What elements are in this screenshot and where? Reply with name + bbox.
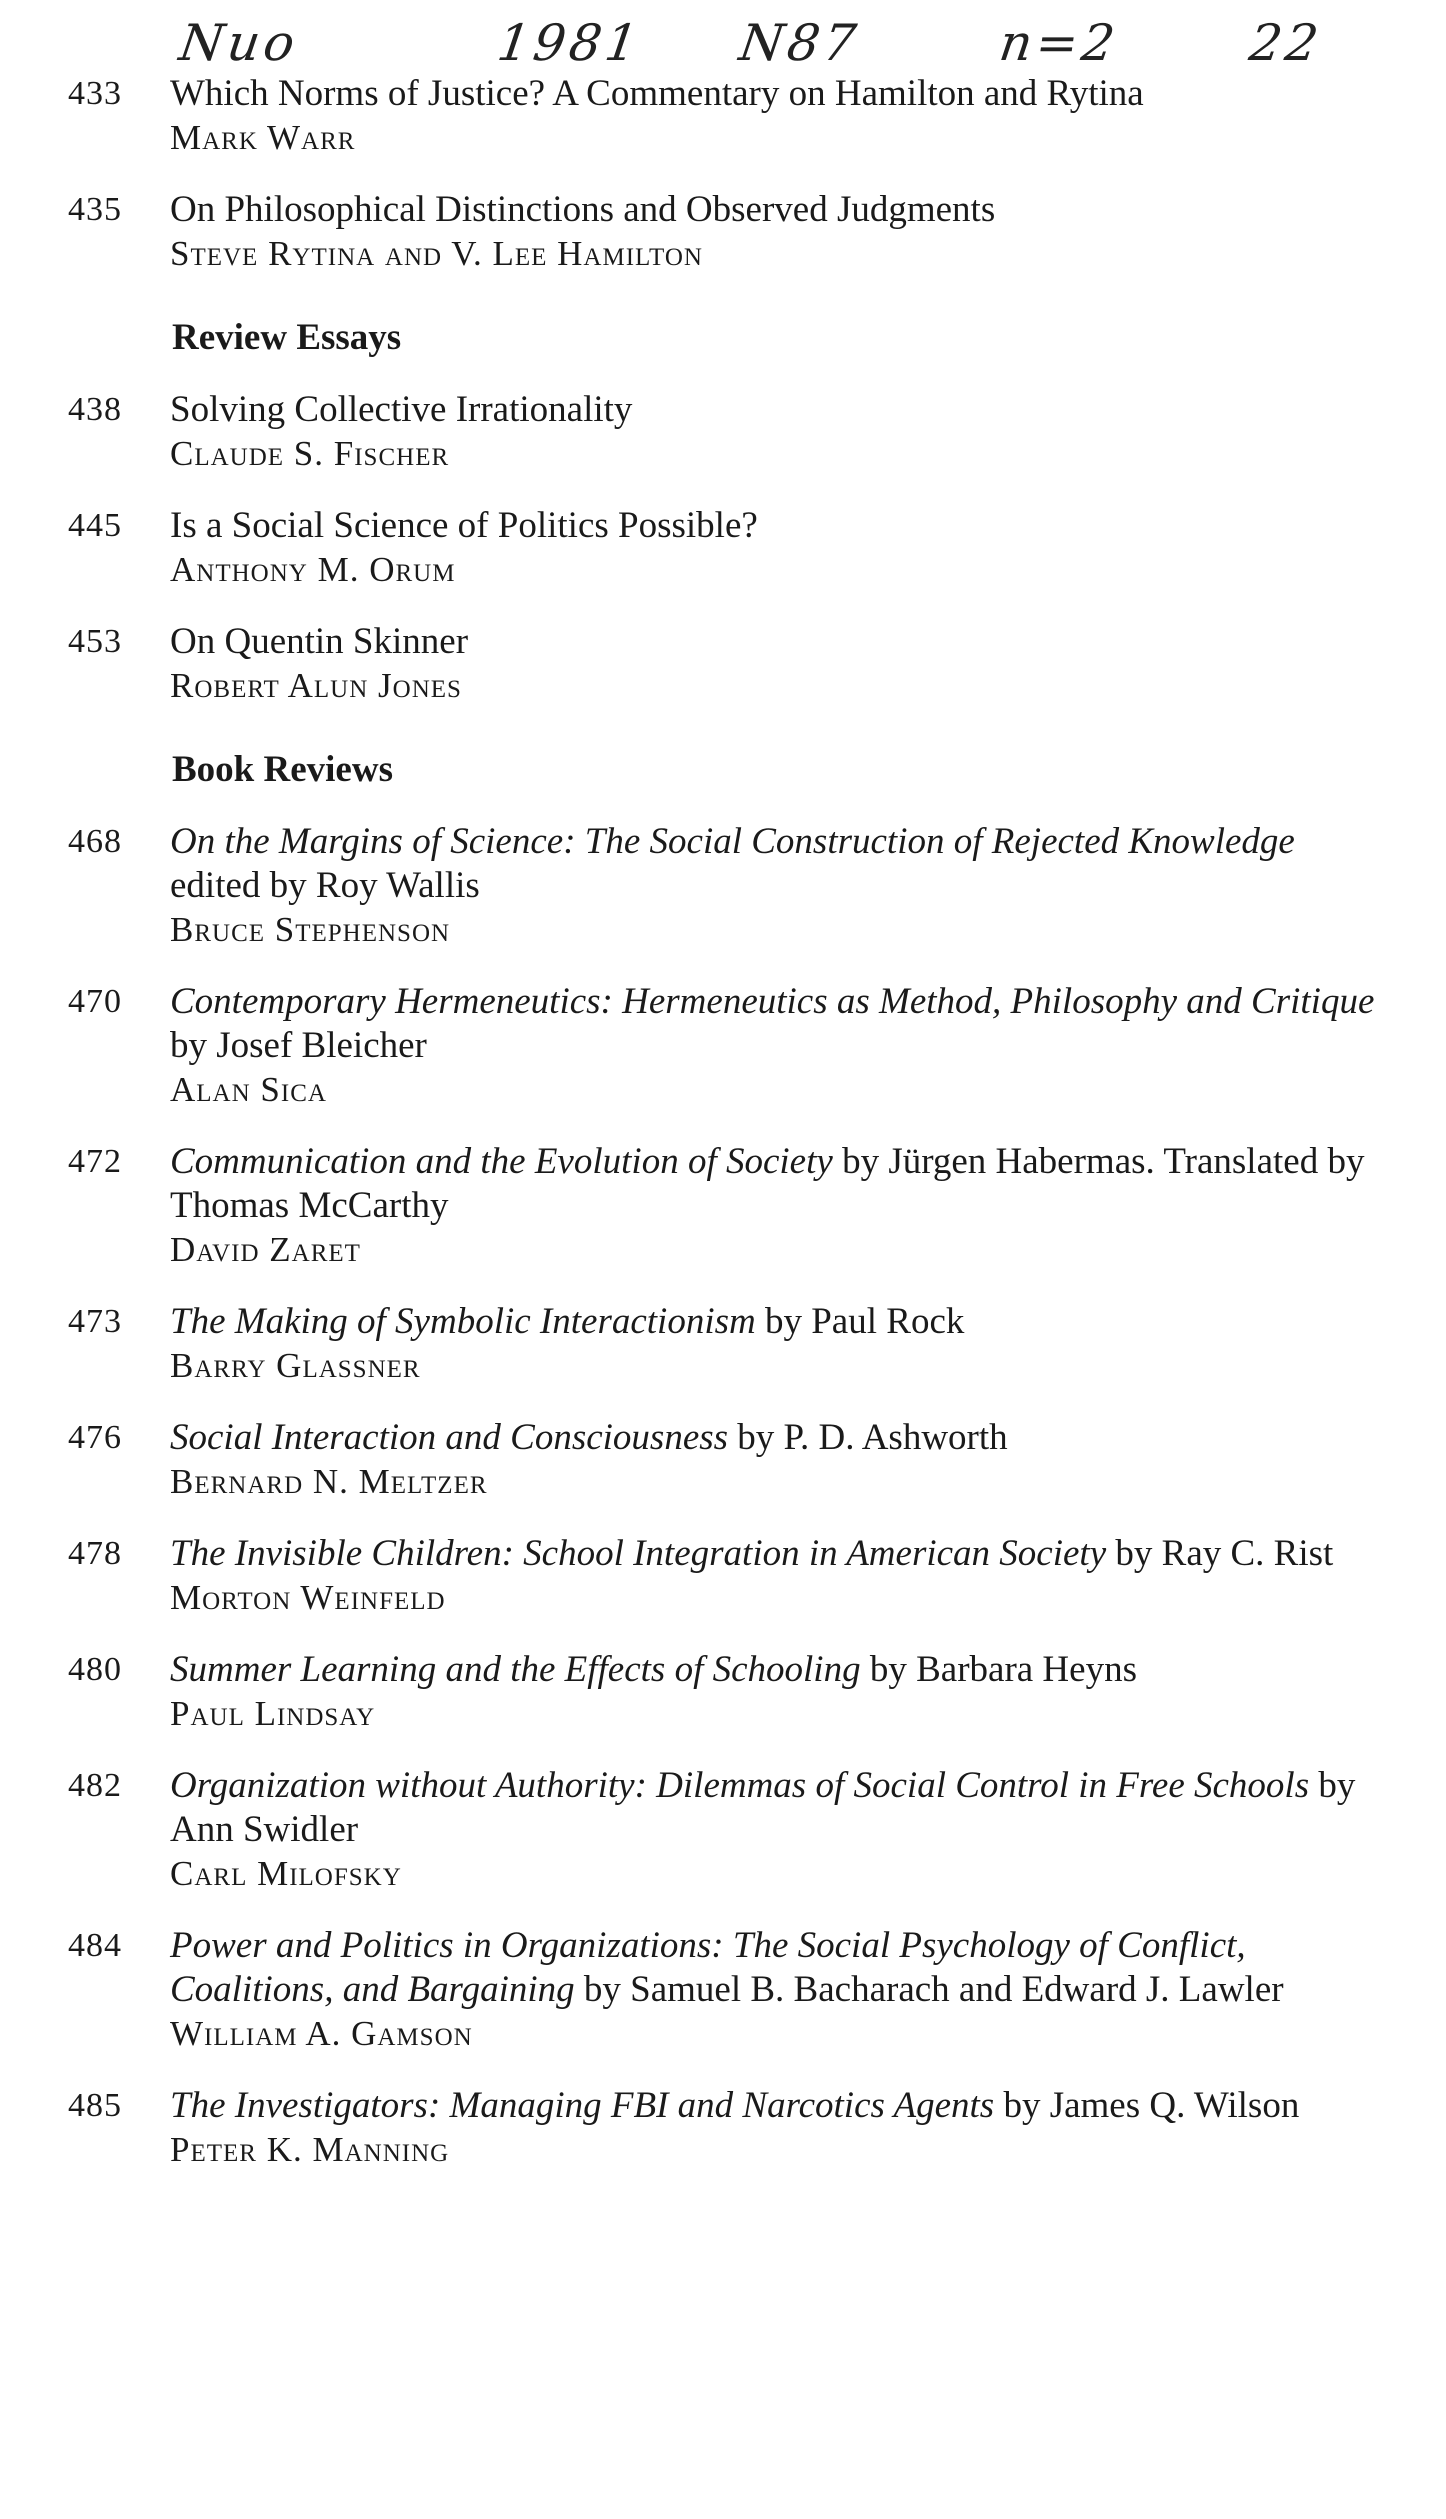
book-title: Power and Politics in Organizations: The Social Psychology of Conflict, Coalitions, and Bargaining — [170, 1925, 1246, 2010]
toc-entry — [0, 388, 1446, 476]
book-credits: edited by Roy Wallis — [170, 865, 480, 906]
entry-author: Paul Lindsay — [170, 1694, 376, 1733]
page-number: 435 — [68, 191, 122, 228]
entry-title: Solving Collective Irrationality — [170, 389, 633, 430]
entry-title — [170, 820, 1376, 908]
book-credits: by Ann Swidler — [170, 1765, 1356, 1850]
page-number: 438 — [68, 391, 122, 428]
book-title: Social Interaction and Consciousness — [170, 1417, 729, 1458]
toc-entry — [0, 1416, 1446, 1504]
entry-author: Steve Rytina and V. Lee Hamilton — [170, 234, 703, 273]
book-credits: by Josef Bleicher — [170, 1025, 427, 1066]
page-number: 470 — [68, 983, 122, 1020]
entry-author: Alan Sica — [170, 1070, 327, 1109]
entry-author: Bruce Stephenson — [170, 910, 451, 949]
book-credits: by P. D. Ashworth — [728, 1417, 1008, 1458]
book-credits: by James Q. Wilson — [994, 2085, 1300, 2126]
entry-author: Morton Weinfeld — [170, 1578, 446, 1617]
book-credits: by Ray C. Rist — [1106, 1533, 1334, 1574]
toc-entry — [0, 1648, 1446, 1736]
toc-entry — [0, 2084, 1446, 2172]
toc-entry — [0, 1532, 1446, 1620]
page-number: 476 — [68, 1419, 122, 1456]
entry-title: On Philosophical Distinctions and Observed Judgments — [170, 189, 996, 230]
entry-title: On Quentin Skinner — [170, 621, 469, 662]
entry-author: Carl Milofsky — [170, 1854, 402, 1893]
page-number: 478 — [68, 1535, 122, 1572]
book-credits: by Paul Rock — [755, 1301, 965, 1342]
book-title: The Making of Symbolic Interactionism — [170, 1301, 756, 1342]
book-credits: by Jürgen Habermas. Translated by Thomas McCarthy — [170, 1141, 1365, 1226]
toc-entry — [0, 820, 1446, 952]
page-number: 453 — [68, 623, 122, 660]
page-number: 480 — [68, 1651, 122, 1688]
book-credits: by Barbara Heyns — [860, 1649, 1137, 1690]
page-number: 473 — [68, 1303, 122, 1340]
toc-entry — [0, 1924, 1446, 2056]
page-number: 445 — [68, 507, 122, 544]
entry-title — [170, 1416, 1376, 1460]
entry-author: David Zaret — [170, 1230, 361, 1269]
entry-title — [170, 1764, 1376, 1852]
book-credits: by Samuel B. Bacharach and Edward J. Lawler — [574, 1969, 1284, 2010]
entry-title: Is a Social Science of Politics Possible? — [170, 505, 758, 546]
book-title: The Investigators: Managing FBI and Narcotics Agents — [170, 2085, 995, 2126]
book-title: Summer Learning and the Effects of Schooling — [170, 1649, 861, 1690]
toc-entry — [0, 1140, 1446, 1272]
handwritten-mark: Nuo — [175, 14, 303, 72]
book-title: The Invisible Children: School Integration in American Society — [170, 1533, 1107, 1574]
entry-author: Barry Glassner — [170, 1346, 421, 1385]
toc-entry — [0, 1300, 1446, 1388]
toc-entry — [0, 72, 1446, 160]
entry-title — [170, 1140, 1376, 1228]
handwritten-mark: N87 — [735, 14, 864, 72]
entry-author: Peter K. Manning — [170, 2130, 450, 2169]
toc-entry — [0, 620, 1446, 708]
book-title: Organization without Authority: Dilemmas of Social Control in Free Schools — [170, 1765, 1310, 1806]
section-heading-book-reviews: Book Reviews — [172, 749, 393, 790]
entry-title — [170, 1300, 1376, 1344]
entry-author: Anthony M. Orum — [170, 550, 456, 589]
entry-title: Which Norms of Justice? A Commentary on Hamilton and Rytina — [170, 73, 1144, 114]
entry-title — [170, 980, 1376, 1068]
book-title: Contemporary Hermeneutics: Hermeneutics as Method, Philosophy and Critique — [170, 981, 1375, 1022]
entry-title — [170, 2084, 1376, 2128]
toc-entry — [0, 1764, 1446, 1896]
handwritten-mark: 22 — [1245, 14, 1326, 72]
page-number: 482 — [68, 1767, 122, 1804]
toc-entry — [0, 980, 1446, 1112]
entry-author: Claude S. Fischer — [170, 434, 450, 473]
toc-entry — [0, 188, 1446, 276]
book-title: On the Margins of Science: The Social Construction of Rejected Knowledge — [170, 821, 1295, 862]
page-number: 468 — [68, 823, 122, 860]
toc-entry — [0, 504, 1446, 592]
entry-author: Bernard N. Meltzer — [170, 1462, 488, 1501]
handwritten-mark: n=2 — [995, 14, 1122, 72]
page-number: 485 — [68, 2087, 122, 2124]
entry-title — [170, 1648, 1376, 1692]
entry-title — [170, 1924, 1376, 2012]
book-title: Communication and the Evolution of Society — [170, 1141, 833, 1182]
page-number: 433 — [68, 75, 122, 112]
handwritten-mark: 1981 — [493, 14, 646, 72]
entry-author: Mark Warr — [170, 118, 356, 157]
section-heading-review-essays: Review Essays — [172, 317, 402, 358]
table-of-contents — [0, 72, 1446, 2172]
entry-title — [170, 1532, 1376, 1576]
page-number: 472 — [68, 1143, 122, 1180]
page-number: 484 — [68, 1927, 122, 1964]
entry-author: Robert Alun Jones — [170, 666, 462, 705]
entry-author: William A. Gamson — [170, 2014, 473, 2053]
